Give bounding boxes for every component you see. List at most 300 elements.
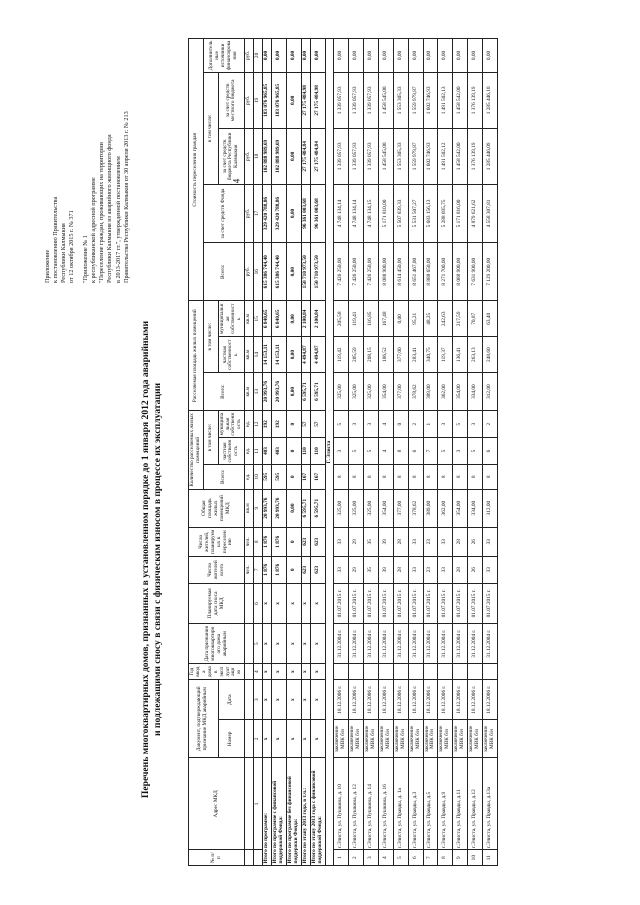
row-address: г.Элиста, ул. Пушкина, д. 10 xyxy=(334,758,349,850)
col-header-rep-budget: за счет средств бюджета Республики Калмыкия xyxy=(218,128,245,184)
table-cell: 0,00 xyxy=(453,39,468,73)
appendix-line: Приложение xyxy=(44,249,51,283)
summary-cell: 110 xyxy=(301,438,310,465)
units-row xyxy=(245,39,254,866)
summary-cell: 0 xyxy=(286,411,301,438)
col-header-extra: Дополнительные источники финансирования xyxy=(203,39,244,73)
table-row xyxy=(482,39,497,866)
table-cell: 5 xyxy=(468,438,483,465)
summary-cell: 0,00 xyxy=(286,72,301,128)
summary-cell: x xyxy=(286,624,301,664)
table-cell xyxy=(482,664,497,680)
col-header-residents-planned: Число жителей, планируемых к переселению xyxy=(189,527,245,556)
table-body xyxy=(263,39,498,866)
table-cell: 7 xyxy=(423,438,438,465)
table-cell: 2 xyxy=(408,411,423,438)
table-cell: 4 879 621,62 xyxy=(468,184,483,242)
units-cell: ед. xyxy=(245,438,254,465)
summary-row xyxy=(263,39,272,866)
table-cell: 0,00 xyxy=(364,39,379,73)
col-header-demolition: Планируемая дата сноса МКД xyxy=(189,583,245,623)
colnum-cell: 17 xyxy=(254,184,263,242)
units-cell xyxy=(245,664,254,680)
summary-cell: 615 386 744,40 xyxy=(272,243,287,301)
summary-cell: 2 100,84 xyxy=(301,301,310,337)
table-cell: 248,60 xyxy=(482,337,497,373)
summary-cell: 1 876 xyxy=(272,527,287,556)
col-header-area-incl: в том числе: xyxy=(203,301,218,373)
colnum-cell: 19 xyxy=(254,72,263,128)
row-address: г.Элиста, ул. Правды, д.12 xyxy=(468,758,483,850)
table-cell: 389,00 xyxy=(423,373,438,411)
summary-cell: 57 xyxy=(301,411,310,438)
table-cell xyxy=(423,664,438,680)
summary-cell: 110 xyxy=(310,438,325,465)
table-cell: 29 xyxy=(349,556,364,583)
appendix-line: Правительства Республики Калмыкия от 30 апреля 2013 г. № 213 xyxy=(122,111,130,283)
table-cell: 1 339 057,93 xyxy=(334,72,349,128)
summary-cell: x xyxy=(301,583,310,623)
table-cell: 1 xyxy=(423,411,438,438)
table-cell: 33 xyxy=(438,527,453,556)
row-address: г.Элиста, ул. Правды, д.11 xyxy=(453,758,468,850)
colnum-cell: 4 xyxy=(254,664,263,680)
col-header-rooms-municipal: муниципальная собственность xyxy=(218,411,245,438)
table-cell: 7 631 900,00 xyxy=(468,243,483,301)
title-line-1: Перечень многоквартирных домов, признанных в установленном порядке до 1 января 2012 года аварийными xyxy=(140,320,151,799)
colnum-cell: 7 xyxy=(254,556,263,583)
table-cell: 11 xyxy=(482,850,497,866)
header-row-3 xyxy=(218,39,245,866)
summary-cell: 623 xyxy=(310,527,325,556)
table-cell: 4 748 134,15 xyxy=(364,184,379,242)
col-header-doc-number: Номер xyxy=(218,720,245,758)
table-cell: 31.12.2004 г. xyxy=(468,624,483,664)
units-cell xyxy=(245,850,254,866)
units-cell xyxy=(245,758,254,850)
table-cell: 18.12.2006 г. xyxy=(453,680,468,720)
table-cell: 39 xyxy=(378,527,393,556)
table-cell: 2 xyxy=(482,411,497,438)
table-row xyxy=(453,39,468,866)
row-address: г.Элиста, ул. Правды, д.3 xyxy=(408,758,423,850)
col-header-rooms-private: частная собственность xyxy=(218,438,245,465)
units-cell: кв.м xyxy=(245,489,254,527)
summary-cell: 6 840,65 xyxy=(263,301,272,337)
table-cell xyxy=(468,664,483,680)
table-cell: 4 558 307,81 xyxy=(482,184,497,242)
summary-cell: x xyxy=(286,664,301,680)
summary-cell: 0 xyxy=(286,527,301,556)
table-cell: 01.07.2015 г. xyxy=(468,583,483,623)
summary-cell: x xyxy=(263,680,272,720)
table-cell: 5 507 839,33 xyxy=(393,184,408,242)
summary-cell: x xyxy=(272,680,287,720)
colnum-cell: 1 xyxy=(254,758,263,850)
row-address: г.Элиста, ул. Пушкина, д. 12 xyxy=(349,758,364,850)
row-address: г.Элиста, ул. Пушкина, д. 16 xyxy=(378,758,393,850)
summary-row xyxy=(310,39,325,866)
summary-cell: 27 175 484,84 xyxy=(310,128,325,184)
summary-cell: 192 xyxy=(263,411,272,438)
table-cell: 5 171 816,00 xyxy=(453,184,468,242)
summary-cell: 27 175 484,98 xyxy=(301,72,310,128)
summary-cell: 1 876 xyxy=(272,556,287,583)
table-cell: 1 491 502,12 xyxy=(438,128,453,184)
table-cell: 01.07.2015 г. xyxy=(349,583,364,623)
table-cell: 31.12.2004 г. xyxy=(393,624,408,664)
table-cell: 0,00 xyxy=(468,39,483,73)
table-cell: 31.12.2004 г. xyxy=(482,624,497,664)
table-cell: 8 088 900,00 xyxy=(378,243,393,301)
summary-cell: 167 xyxy=(310,464,325,489)
col-header-date-recognition: Дата признания многоквартирного дома аварийным xyxy=(189,624,245,664)
summary-cell: 403 xyxy=(263,438,272,465)
col-header-area-municipal: муниципальная собственность xyxy=(218,301,245,337)
table-cell: 1 376 139,19 xyxy=(468,128,483,184)
table-cell: 378,62 xyxy=(408,373,423,411)
table-cell: 377,00 xyxy=(393,337,408,373)
col-header-local-budget: за счет средств местного бюджета xyxy=(218,72,245,128)
table-cell: 28 xyxy=(393,556,408,583)
table-cell: 119,41 xyxy=(349,301,364,337)
summary-cell: 0,00 xyxy=(310,39,325,73)
table-cell: 8 614 450,00 xyxy=(393,243,408,301)
table-cell: 28 xyxy=(453,527,468,556)
summary-cell: 6 595,71 xyxy=(310,373,325,411)
summary-cell: 623 xyxy=(310,556,325,583)
col-header-cost-incl: в том числе: xyxy=(203,72,218,184)
table-cell: 0,00 xyxy=(423,39,438,73)
units-cell xyxy=(245,720,254,758)
table-cell: 1 491 502,13 xyxy=(438,72,453,128)
summary-row xyxy=(301,39,310,866)
table-cell: 6 xyxy=(408,438,423,465)
table-cell: 31.12.2004 г. xyxy=(423,624,438,664)
table-cell: 31.12.2004 г. xyxy=(438,624,453,664)
col-header-rooms-incl: в том числе: xyxy=(203,411,218,465)
table-cell: 5 171 810,00 xyxy=(378,184,393,242)
table-cell: 28 xyxy=(453,556,468,583)
col-header-year: Год ввода дома в эксплуатацию xyxy=(189,664,245,680)
summary-cell: x xyxy=(310,680,325,720)
table-cell: 8 xyxy=(438,464,453,489)
summary-cell: 595 xyxy=(272,464,287,489)
table-cell xyxy=(438,664,453,680)
colnum-cell: 2 xyxy=(254,720,263,758)
table-cell: 167,48 xyxy=(378,301,393,337)
summary-cell: 96 361 003,68 xyxy=(310,184,325,242)
summary-cell: x xyxy=(272,664,287,680)
table-cell: 5 xyxy=(349,438,364,465)
table-cell: 3 xyxy=(364,411,379,438)
summary-cell: 102 888 989,69 xyxy=(272,128,287,184)
appendix-line: к республиканской адресной программе xyxy=(90,177,98,283)
table-cell: 263,13 xyxy=(468,337,483,373)
row-address: г.Элиста, ул. Пушкина, д. 14 xyxy=(364,758,379,850)
summary-cell: 0 xyxy=(286,556,301,583)
summary-cell: x xyxy=(272,624,287,664)
table-cell: 325,00 xyxy=(349,373,364,411)
table-cell: 8 xyxy=(453,464,468,489)
table-cell: 5 xyxy=(438,438,453,465)
summary-cell: 0,00 xyxy=(286,337,301,373)
colnum-cell: 5 xyxy=(254,624,263,664)
table-cell: заключение МВК б/н xyxy=(468,720,483,758)
summary-cell: 0,00 xyxy=(301,39,310,73)
row-address: г.Элиста, ул. Правды, д.13а xyxy=(482,758,497,850)
table-cell: 0,00 xyxy=(349,39,364,73)
table-cell: 18.12.2006 г. xyxy=(393,680,408,720)
table-cell: 10 xyxy=(468,850,483,866)
summary-cell: 623 xyxy=(301,556,310,583)
section-label: Г. Элиста xyxy=(325,39,334,866)
col-header-doc: Документ, подтверждающий признание МКД аварийным xyxy=(189,680,219,758)
table-cell: 9 xyxy=(453,850,468,866)
table-cell: 31.12.2004 г. xyxy=(408,624,423,664)
summary-cell: 27 175 484,98 xyxy=(310,72,325,128)
table-cell: 242,63 xyxy=(438,301,453,337)
table-cell: 8 888 650,00 xyxy=(423,243,438,301)
summary-cell: 0,00 xyxy=(286,128,301,184)
col-header-cost-total: Всего: xyxy=(203,243,244,301)
table-cell: 18.12.2006 г. xyxy=(438,680,453,720)
table-cell: 325,00 xyxy=(334,373,349,411)
table-cell: 39 xyxy=(378,556,393,583)
summary-cell: 6 595,71 xyxy=(301,489,310,527)
table-cell: 18.12.2006 г. xyxy=(378,680,393,720)
appendix-line: от 12 октября 2015 г. № 371 xyxy=(68,210,76,283)
table-cell: 8 xyxy=(438,850,453,866)
table-cell: 7 426 250,00 xyxy=(334,243,349,301)
table-cell: 5 288 695,75 xyxy=(438,184,453,242)
table-cell: 1 339 057,93 xyxy=(334,128,349,184)
summary-cell: x xyxy=(272,720,287,758)
table-cell: 0,00 xyxy=(393,301,408,337)
table-cell: заключение МВК б/н xyxy=(378,720,393,758)
table-cell: заключение МВК б/н xyxy=(438,720,453,758)
table-cell: 340,75 xyxy=(423,337,438,373)
table-cell xyxy=(408,664,423,680)
document-title xyxy=(140,287,164,832)
colnum-cell: 10 xyxy=(254,464,263,489)
table-cell: 18.12.2006 г. xyxy=(334,680,349,720)
table-cell: 325,00 xyxy=(349,489,364,527)
col-header-rooms-total: Всего: xyxy=(203,464,244,489)
units-cell: кв.м xyxy=(245,337,254,373)
colnum-cell xyxy=(254,850,263,866)
summary-cell: 96 361 003,68 xyxy=(301,184,310,242)
table-cell: 18.12.2006 г. xyxy=(349,680,364,720)
table-cell: 0,00 xyxy=(378,39,393,73)
table-cell: 136,41 xyxy=(453,337,468,373)
table-cell: 35 xyxy=(364,556,379,583)
table-cell: 4 748 134,14 xyxy=(349,184,364,242)
summary-cell: 14 153,11 xyxy=(272,337,287,373)
table-cell: 8 xyxy=(468,464,483,489)
summary-label: Итого по этапу 2013 года с финансовой поддержкой Фонда: xyxy=(310,758,325,866)
summary-cell: 6 595,71 xyxy=(301,373,310,411)
table-row xyxy=(423,39,438,866)
summary-cell: 615 386 744,40 xyxy=(263,243,272,301)
summary-cell: x xyxy=(310,624,325,664)
table-cell: 5 xyxy=(364,438,379,465)
summary-cell: x xyxy=(272,583,287,623)
summary-cell: x xyxy=(263,664,272,680)
colnum-cell: 8 xyxy=(254,527,263,556)
table-cell: 3 xyxy=(349,411,364,438)
summary-cell: 150 710 973,50 xyxy=(301,243,310,301)
table-cell: 5 xyxy=(334,411,349,438)
table-cell: 6 xyxy=(482,438,497,465)
summary-cell: x xyxy=(310,720,325,758)
table-cell: 1 285 446,09 xyxy=(482,128,497,184)
table-cell: 1 285 446,10 xyxy=(482,72,497,128)
table-cell: 1 458 545,00 xyxy=(378,72,393,128)
table-cell: заключение МВК б/н xyxy=(393,720,408,758)
units-cell: чел. xyxy=(245,527,254,556)
table-cell xyxy=(393,664,408,680)
table-cell: 6 xyxy=(408,850,423,866)
rotated-page xyxy=(40,32,600,872)
summary-cell: x xyxy=(286,680,301,720)
colnum-cell: 18 xyxy=(254,128,263,184)
colnum-cell: 3 xyxy=(254,680,263,720)
summary-cell: 20 993,76 xyxy=(263,373,272,411)
table-cell: 217,59 xyxy=(453,301,468,337)
table-cell: 01.07.2015 г. xyxy=(453,583,468,623)
table-cell: 205,59 xyxy=(349,337,364,373)
table-cell: заключение МВК б/н xyxy=(453,720,468,758)
units-cell: ед. xyxy=(245,464,254,489)
table-cell: 28 xyxy=(393,527,408,556)
table-cell: 377,00 xyxy=(393,489,408,527)
summary-cell: 102 888 989,69 xyxy=(263,128,272,184)
appendix-line: Республики Калмыкия из аварийного жилищного фонда xyxy=(106,134,114,283)
table-cell: 1 339 057,93 xyxy=(349,128,364,184)
table-cell: 31.12.2004 г. xyxy=(453,624,468,664)
summary-cell: 2 100,84 xyxy=(310,301,325,337)
col-header-cost: Стоимость переселения граждан xyxy=(189,39,204,301)
table-row xyxy=(349,39,364,866)
appendix-line: Республики Калмыкия xyxy=(60,223,68,283)
col-header-residents-total: Число жителей всего xyxy=(189,556,245,583)
table-cell: 334,00 xyxy=(468,373,483,411)
appendix-line: "Приложение № 1 xyxy=(82,235,90,283)
table-cell: 33 xyxy=(334,527,349,556)
table-cell: 0 xyxy=(393,411,408,438)
table-cell: 5 xyxy=(453,411,468,438)
table-cell: 1 553 305,33 xyxy=(393,72,408,128)
table-cell: 325,00 xyxy=(364,489,379,527)
table-cell: 119,37 xyxy=(438,337,453,373)
table-cell: 01.07.2015 г. xyxy=(378,583,393,623)
row-address: г.Элиста, ул. Правды, д.9 xyxy=(438,758,453,850)
table-cell: 5 xyxy=(393,850,408,866)
summary-cell: 0,00 xyxy=(286,489,301,527)
summary-cell: 0,00 xyxy=(286,301,301,337)
colnum-cell: 6 xyxy=(254,583,263,623)
table-cell: 116,85 xyxy=(364,301,379,337)
summary-row xyxy=(272,39,287,866)
table-cell: 70,87 xyxy=(468,301,483,337)
table-cell: 3 xyxy=(364,850,379,866)
table-cell: 1 458 542,00 xyxy=(453,128,468,184)
table-cell: 3 xyxy=(334,438,349,465)
summary-cell: 0,00 xyxy=(286,243,301,301)
colnum-cell: 16 xyxy=(254,243,263,301)
table-cell: 1 458 542,00 xyxy=(453,72,468,128)
table-cell: 354,00 xyxy=(378,373,393,411)
table-cell: 33 xyxy=(482,556,497,583)
summary-cell: 623 xyxy=(301,527,310,556)
colnum-cell: 11 xyxy=(254,438,263,465)
table-cell: 354,00 xyxy=(378,489,393,527)
table-cell: 01.07.2015 г. xyxy=(423,583,438,623)
table-cell: 1 559 979,87 xyxy=(408,72,423,128)
colnum-cell: 9 xyxy=(254,489,263,527)
summary-cell: 1 876 xyxy=(263,527,272,556)
table-row xyxy=(408,39,423,866)
col-header-num: № п/п xyxy=(189,850,245,866)
summary-label: Итого по этапу 2013 года, в т.ч.: xyxy=(301,758,310,866)
summary-row xyxy=(286,39,301,866)
summary-cell: 0,00 xyxy=(286,39,301,73)
summary-cell: 6 595,71 xyxy=(310,489,325,527)
summary-cell: 57 xyxy=(310,411,325,438)
table-cell: 334,00 xyxy=(468,489,483,527)
summary-cell: x xyxy=(286,720,301,758)
summary-cell: 20 993,76 xyxy=(272,373,287,411)
table-row xyxy=(468,39,483,866)
table-cell: 8 xyxy=(482,464,497,489)
table-cell: 354,00 xyxy=(453,489,468,527)
table-cell: заключение МВК б/н xyxy=(408,720,423,758)
table-cell: 7 426 250,00 xyxy=(364,243,379,301)
table-cell: 33 xyxy=(408,527,423,556)
table-cell: 01.07.2015 г. xyxy=(364,583,379,623)
table-cell: 3 xyxy=(453,438,468,465)
table-row xyxy=(364,39,379,866)
summary-cell: 4 494,87 xyxy=(310,337,325,373)
table-cell: 01.07.2015 г. xyxy=(438,583,453,623)
table-cell: 378,62 xyxy=(408,489,423,527)
table-cell: 325,00 xyxy=(334,489,349,527)
table-cell: 7 xyxy=(423,850,438,866)
table-cell: 01.07.2015 г. xyxy=(482,583,497,623)
table-cell: 5 531 507,27 xyxy=(408,184,423,242)
table-cell: 23 xyxy=(423,556,438,583)
table-cell: 1 376 139,19 xyxy=(468,72,483,128)
summary-cell: 0,00 xyxy=(286,184,301,242)
table-cell: 33 xyxy=(438,556,453,583)
table-cell: 1 559 979,87 xyxy=(408,128,423,184)
colnum-cell: 14 xyxy=(254,337,263,373)
table-cell: 312,00 xyxy=(482,373,497,411)
summary-label: Итого по программе без финансовой поддержки Фонда: xyxy=(286,758,301,866)
table-cell: 325,00 xyxy=(364,373,379,411)
table-cell: 8 xyxy=(423,464,438,489)
table-cell: 389,00 xyxy=(423,489,438,527)
units-cell: кв.м xyxy=(245,301,254,337)
appendix-block xyxy=(44,38,131,283)
summary-cell: 4 494,87 xyxy=(301,337,310,373)
summary-cell: x xyxy=(310,583,325,623)
table-cell: 377,00 xyxy=(393,373,408,411)
appendix-line: "Переселение граждан, проживающих на территории xyxy=(98,142,106,283)
table-cell: 26 xyxy=(468,527,483,556)
col-header-fund: за счет средств Фонда xyxy=(203,184,244,242)
